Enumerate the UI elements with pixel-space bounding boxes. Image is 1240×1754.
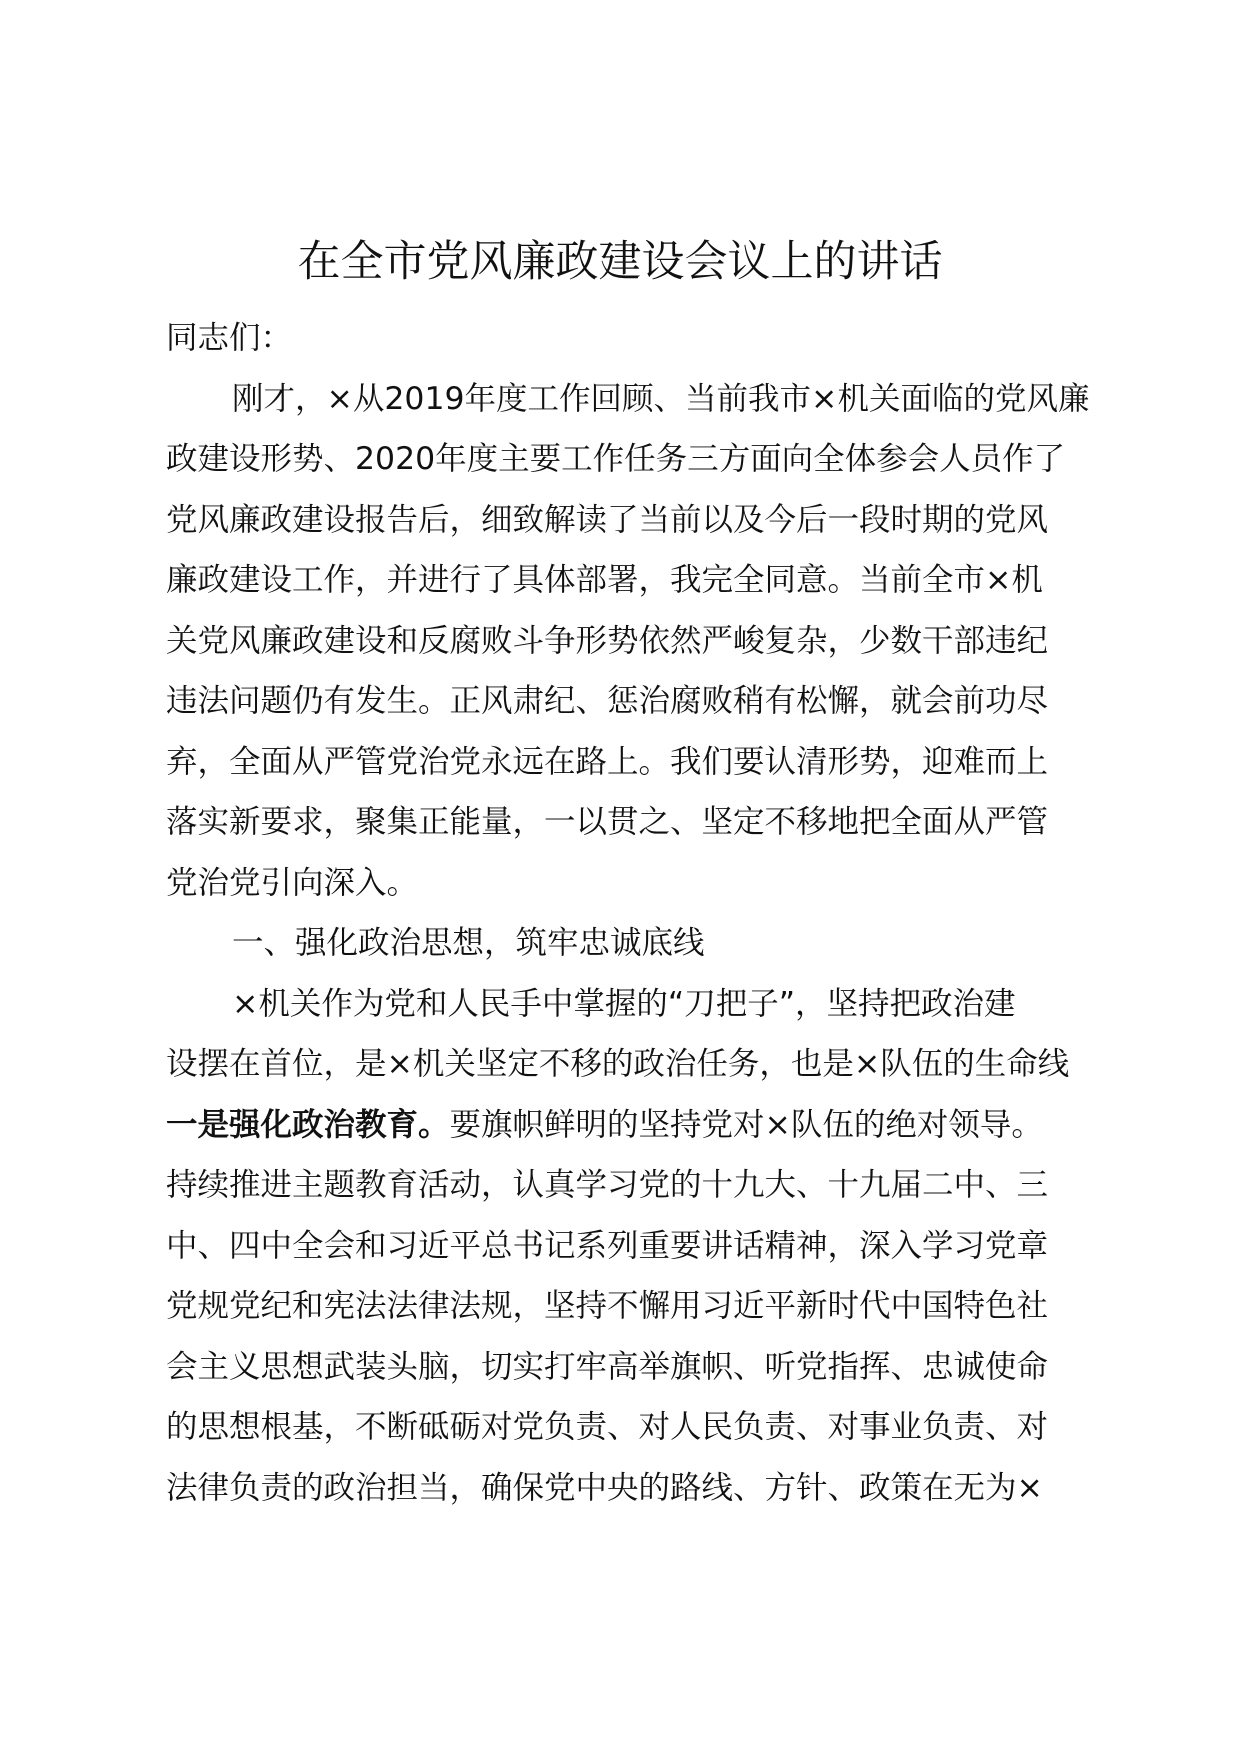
point-line [166, 1095, 1106, 1156]
document-title: 在全市党风廉政建设会议上的讲话 [297, 237, 943, 287]
paragraph-line: 持续推进主题教育活动，认真学习党的十九大、十九届二中、三 [166, 1167, 1049, 1203]
paragraph-line: 关党风廉政建设和反腐败斗争形势依然严峻复杂，少数干部违纪 [166, 622, 1049, 659]
paragraph-line: 刚才，×从2019年度工作回顾、当前我市×机关面临的党风廉 [232, 380, 1090, 417]
paragraph-line: 落实新要求，聚集正能量，一以贯之、坚定不移地把全面从严管 [166, 804, 1049, 840]
paragraph-line: 政建设形势、2020年度主要工作任务三方面向全体参会人员作了 [166, 441, 1066, 477]
paragraph-line: 的思想根基，不断砥砺对党负责、对人民负责、对事业负责、对 [166, 1409, 1049, 1445]
salutation: 同志们： [166, 320, 293, 356]
paragraph-line: 违法问题仍有发生。正风肃纪、惩治腐败稍有松懈，就会前功尽 [166, 683, 1049, 719]
paragraph-line: 弃，全面从严管党治党永远在路上。我们要认清形势，迎难而上 [166, 743, 1049, 780]
paragraph-line: 党风廉政建设报告后，细致解读了当前以及今后一段时期的党风 [166, 501, 1049, 538]
paragraph-line: 设摆在首位，是×机关坚定不移的政治任务，也是×队伍的生命线 [166, 1046, 1070, 1082]
paragraph-line: 党治党引向深入。 [166, 864, 419, 901]
paragraph-line: 会主义思想武装头脑，切实打牢高举旗帜、听党指挥、忠诚使命 [166, 1348, 1049, 1385]
point-text: 要旗帜鲜明的坚持党对×队伍的绝对领导。 [449, 1106, 1043, 1143]
point-label: 一是强化政治教育。 [166, 1106, 450, 1143]
paragraph-line: 法律负责的政治担当，确保党中央的路线、方针、政策在无为× [166, 1469, 1043, 1506]
document-body [166, 308, 1106, 1518]
paragraph-line: 中、四中全会和习近平总书记系列重要讲话精神，深入学习党章 [166, 1227, 1049, 1264]
section-heading: 一、强化政治思想，筑牢忠诚底线 [232, 925, 705, 961]
paragraph-line: 廉政建设工作，并进行了具体部署，我完全同意。当前全市×机 [166, 562, 1043, 598]
paragraph-line: 党规党纪和宪法法律法规，坚持不懈用习近平新时代中国特色社 [166, 1288, 1049, 1324]
paragraph-line: ×机关作为党和人民手中掌握的“刀把子”，坚持把政治建 [232, 985, 1016, 1022]
